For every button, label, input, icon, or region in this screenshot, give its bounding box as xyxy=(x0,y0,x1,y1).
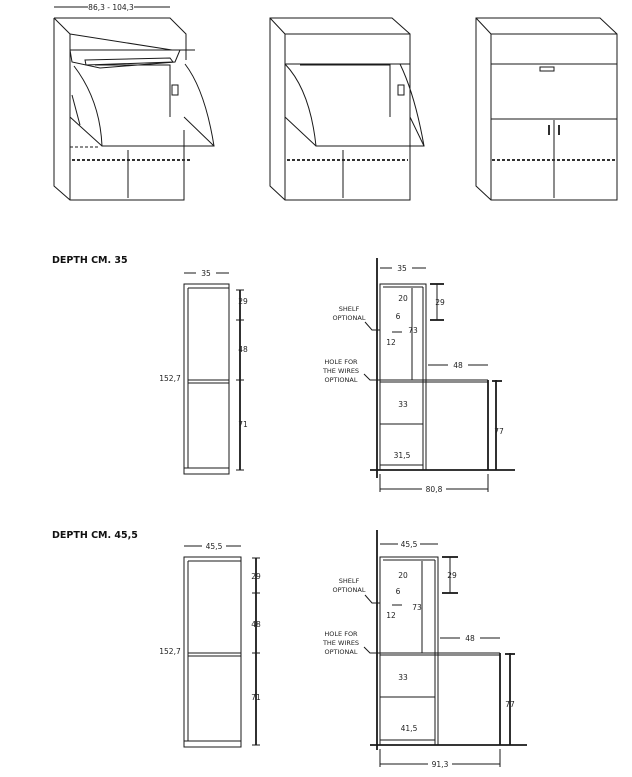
dim-71: 71 xyxy=(251,693,261,702)
height-dim: 152,7 xyxy=(159,647,181,656)
section-title: DEPTH CM. 45,5 xyxy=(52,530,138,541)
dim-29: 29 xyxy=(447,571,457,580)
hole-label: HOLE FOR xyxy=(324,630,358,638)
dim-73: 73 xyxy=(412,603,422,612)
shelf-label: SHELF xyxy=(338,305,360,313)
dim-6: 6 xyxy=(395,312,401,321)
height-dim: 152,7 xyxy=(159,374,181,383)
shelf-label: OPTIONAL xyxy=(332,314,366,322)
shelf-label: SHELF xyxy=(338,577,360,585)
dim-29: 29 xyxy=(251,572,261,581)
depth-dim: 35 xyxy=(201,269,211,278)
total-depth-dim: 91,3 xyxy=(431,760,449,769)
section-title: DEPTH CM. 35 xyxy=(52,255,128,266)
shelf-label: OPTIONAL xyxy=(332,586,366,594)
cabinet-open-curved xyxy=(54,3,214,200)
hole-label: THE WIRES xyxy=(322,367,360,375)
dim-33: 33 xyxy=(398,673,408,682)
section-view-35 xyxy=(322,258,515,494)
width-range-label: 86,3 - 104,3 xyxy=(88,3,134,12)
dim-71: 71 xyxy=(238,420,248,429)
depth-dim: 35 xyxy=(397,264,407,273)
cabinet-open-straight xyxy=(270,18,424,200)
dim-12: 12 xyxy=(386,611,396,620)
dim-20: 20 xyxy=(398,571,408,580)
inner-dim: 31,5 xyxy=(393,451,411,460)
desk-height-dim: 77 xyxy=(505,700,515,709)
side-view-45 xyxy=(159,542,261,747)
side-view-35 xyxy=(159,269,248,474)
inner-dim: 41,5 xyxy=(400,724,418,733)
hole-label: HOLE FOR xyxy=(324,358,358,366)
total-depth-dim: 80,8 xyxy=(425,485,443,494)
section-view-45 xyxy=(322,530,527,769)
desk-height-dim: 77 xyxy=(494,427,504,436)
depth-dim: 45,5 xyxy=(400,540,418,549)
hole-label: OPTIONAL xyxy=(324,376,358,384)
depth-dim: 45,5 xyxy=(205,542,223,551)
dim-29: 29 xyxy=(238,297,248,306)
dim-20: 20 xyxy=(398,294,408,303)
dim-48: 48 xyxy=(251,620,261,629)
dim-6: 6 xyxy=(395,587,401,596)
hole-label: THE WIRES xyxy=(322,639,360,647)
dim-29: 29 xyxy=(435,298,445,307)
hole-label: OPTIONAL xyxy=(324,648,358,656)
dim-33: 33 xyxy=(398,400,408,409)
desk-depth-dim: 48 xyxy=(465,634,475,643)
cabinet-closed xyxy=(476,18,617,200)
dim-12: 12 xyxy=(386,338,396,347)
dim-73: 73 xyxy=(408,326,418,335)
dim-48: 48 xyxy=(238,345,248,354)
desk-depth-dim: 48 xyxy=(453,361,463,370)
